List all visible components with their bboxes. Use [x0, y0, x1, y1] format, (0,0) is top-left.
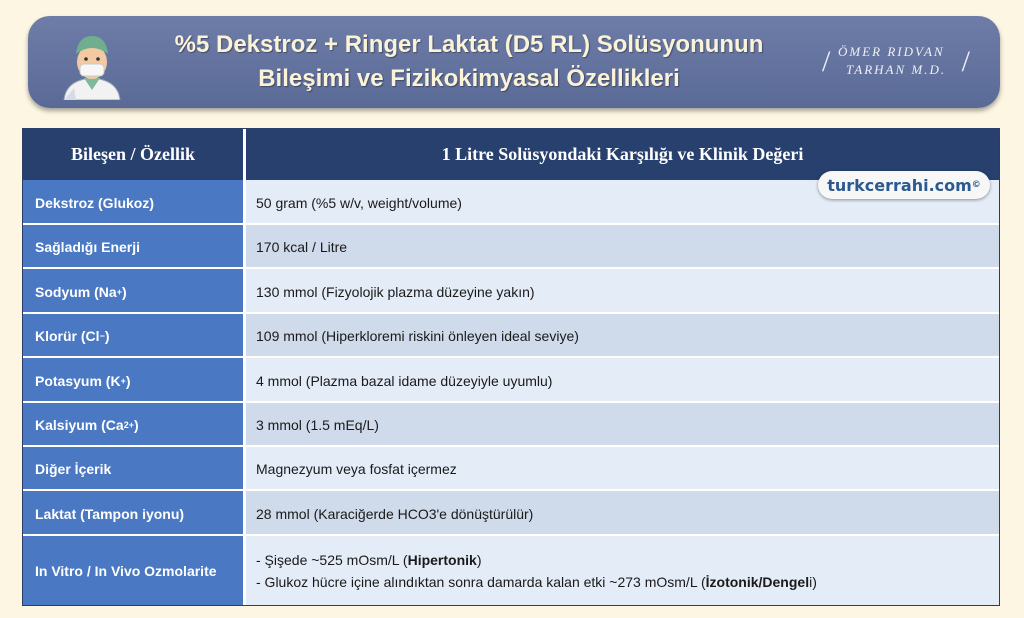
composition-table: [22, 128, 1000, 606]
title-line-1: %5 Dekstroz + Ringer Laktat (D5 RL) Solüsyonunun: [174, 31, 764, 58]
row-label: Klorür (Cl − ): [23, 314, 243, 358]
watermark-badge: turkcerrahi.com ©: [818, 171, 990, 199]
row-label: Kalsiyum (Ca 2+ ): [23, 403, 243, 447]
row-value: Magnezyum veya fosfat içermez: [246, 447, 999, 491]
row-label: Sağladığı Enerji: [23, 225, 243, 269]
row-label: Laktat (Tampon iyonu): [23, 491, 243, 536]
row-value: 28 mmol (Karaciğerde HCO3'e dönüştürülür): [246, 491, 999, 536]
row-value: 50 gram (%5 w/v, weight/volume): [246, 180, 999, 225]
osmolarity-line-2: - Glukoz hücre içine alındıktan sonra damarda kalan etki ~273 mOsm/L (İzotonik/Dengeli): [256, 573, 817, 590]
title-line-2: Bileşimi ve Fizikokimyasal Özellikleri: [258, 65, 680, 92]
row-value: 109 mmol (Hiperkloremi riskini önleyen ideal seviye): [246, 314, 999, 358]
row-value: 3 mmol (1.5 mEq/L): [246, 403, 999, 447]
table-row-sodium: [23, 269, 999, 314]
row-label: In Vitro / In Vivo Ozmolarite: [23, 536, 243, 605]
row-value: [246, 536, 999, 605]
row-label: Dekstroz (Glukoz): [23, 180, 243, 225]
column-header-component: Bileşen / Özellik: [23, 129, 243, 180]
table-row-potassium: [23, 358, 999, 403]
table-row-other: [23, 447, 999, 491]
table-row-chloride: [23, 314, 999, 358]
title-banner: [28, 16, 1000, 108]
row-value: 130 mmol (Fizyolojik plazma düzeyine yakın): [246, 269, 999, 314]
signature-line-2: TARHAN M.D.: [846, 62, 947, 77]
table-row-osmolarity: [23, 536, 999, 605]
column-header-value: 1 Litre Solüsyondaki Karşılığı ve Klinik Değeri: [246, 129, 999, 180]
row-value: 170 kcal / Litre: [246, 225, 999, 269]
signature-slash-left: /: [822, 45, 833, 78]
signature-slash-right: /: [961, 45, 972, 78]
row-value: 4 mmol (Plazma bazal idame düzeyiyle uyumlu): [246, 358, 999, 403]
table-row-lactate: [23, 491, 999, 536]
author-signature: [822, 42, 972, 86]
osmolarity-line-1: - Şişede ~525 mOsm/L (Hipertonik): [256, 551, 482, 568]
signature-line-1: ÖMER RIDVAN: [838, 44, 945, 59]
row-label: Sodyum (Na + ): [23, 269, 243, 314]
table-row-energy: [23, 225, 999, 269]
page-title: [138, 28, 800, 96]
doctor-avatar-icon: [56, 28, 128, 100]
table-row-calcium: [23, 403, 999, 447]
row-label: Potasyum (K + ): [23, 358, 243, 403]
row-label: Diğer İçerik: [23, 447, 243, 491]
